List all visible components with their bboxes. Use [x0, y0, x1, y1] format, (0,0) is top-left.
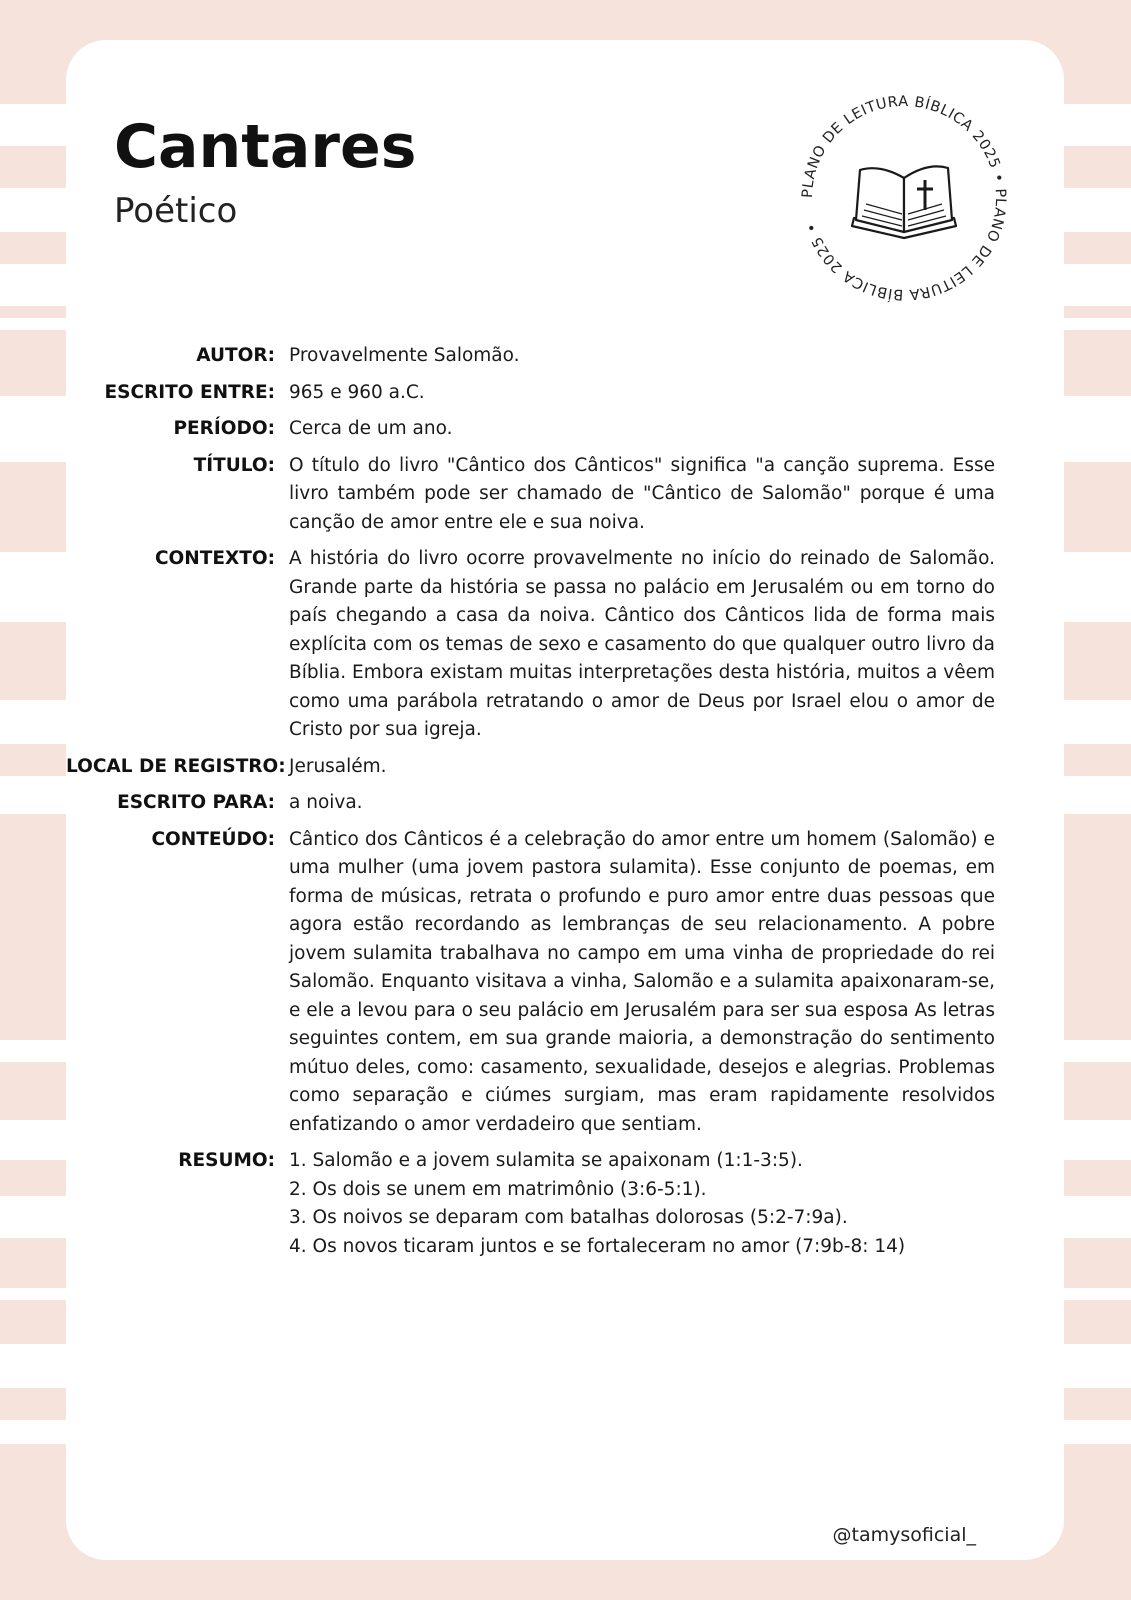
summary-item: 1. Salomão e a jovem sulamita se apaixonam (1:1-3:5). — [289, 1150, 803, 1171]
info-label: RESUMO: — [178, 1150, 275, 1171]
info-value: a noiva. — [289, 792, 363, 813]
info-row-autor — [66, 342, 1064, 371]
info-row-titulo — [66, 452, 1064, 538]
info-label: LOCAL DE REGISTRO: — [66, 755, 286, 777]
info-label: CONTEÚDO: — [151, 828, 275, 850]
info-label: ESCRITO PARA: — [117, 792, 275, 813]
summary-item: 2. Os dois se unem em matrimônio (3:6-5:1). — [289, 1178, 707, 1200]
info-value: O título do livro "Cântico dos Cânticos" significa "a canção suprema. Esse livro também pode ser chamado de "Cântico de Salomão" porque é uma canção de amor entre ele e sua noiva. — [289, 454, 995, 533]
info-row-resumo — [66, 1147, 1064, 1261]
info-label: PERÍODO: — [173, 418, 275, 439]
document-card — [66, 40, 1064, 1560]
info-value — [289, 1147, 995, 1261]
info-value: Provavelmente Salomão. — [289, 345, 520, 366]
seal-circular-text: PLANO DE LEITURA BÍBLICA 2025 • PLANO DE LEITURA BÍBLICA 2025 • — [799, 93, 1009, 303]
reading-plan-seal-graphic — [794, 88, 1014, 308]
summary-list — [289, 1147, 995, 1261]
info-row-contexto — [66, 545, 1064, 745]
info-label: AUTOR: — [196, 345, 275, 366]
info-label: CONTEXTO: — [154, 548, 275, 569]
page-title: Cantares — [114, 112, 417, 182]
info-row-conteudo — [66, 826, 1064, 1140]
info-row-escrito-para — [66, 789, 1064, 818]
info-value: A história do livro ocorre provavelmente no início do reinado de Salomão. Grande parte da história se passa no palácio em Jerusalém ou em torno do país chegando a casa da noiva. Cântico dos Cânticos lida de forma mais explícita com os temas de sexo e casamento do que qualquer outro livro da Bíblia. Embora existam muitas interpretações desta história, muitos a vêem como uma parábola retratando o amor de Deus por Israel elou o amor de Cristo por sua igreja. — [289, 548, 995, 740]
info-row-local-de-registro — [66, 753, 1064, 782]
info-label: ESCRITO ENTRE: — [104, 381, 275, 403]
book-info-list — [66, 342, 1064, 1269]
info-value: Cântico dos Cânticos é a celebração do amor entre um homem (Salomão) e uma mulher (uma jovem pastora sulamita). Esse conjunto de poemas, em forma de músicas, retrata o profundo e puro amor entre duas pessoas que agora estão recordando as lembranças de seu relacionamento. A pobre jovem sulamita trabalhava no campo em uma vinha de propriedade do rei Salomão. Enquanto visitava a vinha, Salomão e a sulamita apaixonaram-se, e ele a levou para o seu palácio em Jerusalém para ser sua esposa As letras seguintes contem, em sua grande maioria, a demonstração do sentimento mútuo deles, como: casamento, sexualidade, desejos e alegrias. Problemas como separação e ciúmes surgiam, mas eram rapidamente resolvidos enfatizando o amor verdadeiro que sentiam. — [289, 828, 995, 1135]
info-row-periodo — [66, 415, 1064, 444]
summary-item: 4. Os novos ticaram juntos e se fortaleceram no amor (7:9b-8: 14) — [289, 1235, 906, 1257]
info-label: TÍTULO: — [193, 454, 275, 476]
info-value: 965 e 960 a.C. — [289, 381, 425, 403]
open-bible-icon — [852, 166, 956, 238]
page-subtitle: Poético — [114, 191, 238, 231]
info-row-escrito-entre — [66, 379, 1064, 408]
author-handle: @tamysoficial_ — [832, 1524, 976, 1546]
summary-item: 3. Os noivos se deparam com batalhas dolorosas (5:2-7:9a). — [289, 1207, 848, 1228]
info-value: Cerca de um ano. — [289, 418, 453, 439]
info-value: Jerusalém. — [289, 755, 387, 777]
reading-plan-seal — [794, 88, 1014, 308]
